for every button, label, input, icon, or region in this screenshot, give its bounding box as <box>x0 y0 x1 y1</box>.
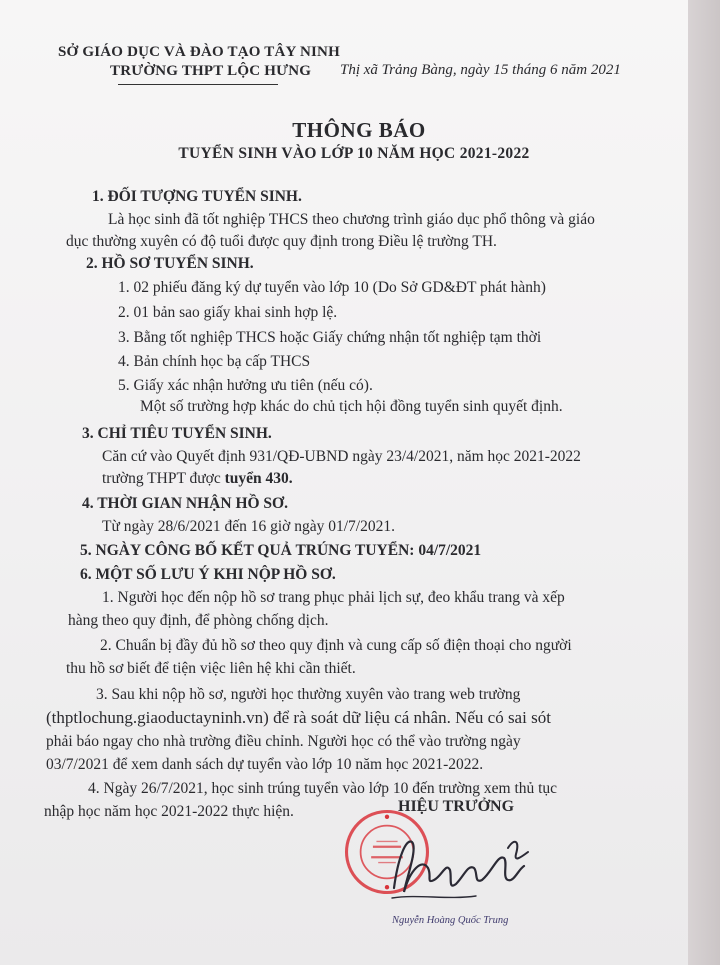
section-6-p3-line-4: 03/7/2021 để xem danh sách dự tuyển vào lớp 10 năm học 2021-2022. <box>46 756 484 773</box>
section-3-heading: 3. CHỈ TIÊU TUYỂN SINH. <box>82 425 272 442</box>
org-line-2: TRƯỜNG THPT LỘC HƯNG <box>110 63 312 79</box>
section-4-heading: 4. THỜI GIAN NHẬN HỒ SƠ. <box>82 495 288 512</box>
section-2-item-1: 1. 02 phiếu đăng ký dự tuyển vào lớp 10 (Do Sở GD&ĐT phát hành) <box>118 279 546 296</box>
section-3-quota: tuyển 430. <box>224 470 293 487</box>
section-3-line-2-text: trường THPT được <box>102 470 225 487</box>
section-6-p3-line-2: (thptlochung.giaoductayninh.vn) để rà soát dữ liệu cá nhân. Nếu có sai sót <box>46 708 551 727</box>
notice-subtitle: TUYỂN SINH VÀO LỚP 10 NĂM HỌC 2021-2022 <box>178 145 530 162</box>
section-6-p2-line-2: thu hồ sơ biết để tiện việc liên hệ khi cần thiết. <box>66 660 356 677</box>
section-6-p2-line-1: 2. Chuẩn bị đầy đủ hồ sơ theo quy định và cung cấp số điện thoại cho người <box>100 637 572 654</box>
signer-title: HIỆU TRƯỞNG <box>398 798 515 815</box>
section-2-item-5: 5. Giấy xác nhận hưởng ưu tiên (nếu có). <box>118 377 373 394</box>
org-underline <box>118 84 278 85</box>
section-5-heading: 5. NGÀY CÔNG BỐ KẾT QUẢ TRÚNG TUYỂN: 04/7/2021 <box>80 542 482 559</box>
page-edge-shadow <box>688 0 720 965</box>
org-line-1: SỞ GIÁO DỤC VÀ ĐÀO TẠO TÂY NINH <box>58 44 340 60</box>
section-1-line-2: dục thường xuyên có độ tuổi được quy định trong Điều lệ trường TH. <box>66 233 497 250</box>
section-6-p1-line-2: hàng theo quy định, để phòng chống dịch. <box>68 612 329 629</box>
section-2-note: Một số trường hợp khác do chủ tịch hội đồng tuyển sinh quyết định. <box>140 398 563 415</box>
section-2-item-4: 4. Bản chính học bạ cấp THCS <box>118 353 311 370</box>
section-6-p3-line-3: phải báo ngay cho nhà trường điều chỉnh. Người học có thể vào trường ngày <box>46 733 521 750</box>
principal-signature-icon <box>388 818 548 908</box>
principal-name: Nguyễn Hoàng Quốc Trung <box>392 915 509 926</box>
dateline: Thị xã Trảng Bàng, ngày 15 tháng 6 năm 2021 <box>340 62 621 78</box>
section-6-p1-line-1: 1. Người học đến nộp hồ sơ trang phục phải lịch sự, đeo khẩu trang và xếp <box>102 589 565 606</box>
section-6-p4-line-1: 4. Ngày 26/7/2021, học sinh trúng tuyển vào lớp 10 đến trường xem thủ tục <box>88 780 558 797</box>
section-1-line-1: Là học sinh đã tốt nghiệp THCS theo chương trình giáo dục phổ thông và giáo <box>108 211 595 228</box>
section-3-line-1: Căn cứ vào Quyết định 931/QĐ-UBND ngày 23/4/2021, năm học 2021-2022 <box>102 448 581 465</box>
section-2-heading: 2. HỒ SƠ TUYỂN SINH. <box>86 255 254 272</box>
section-1-heading: 1. ĐỐI TƯỢNG TUYỂN SINH. <box>92 188 302 205</box>
section-6-p4-line-2: nhập học năm học 2021-2022 thực hiện. <box>44 803 294 820</box>
section-3-line-2 <box>102 470 293 488</box>
section-4-line-1: Từ ngày 28/6/2021 đến 16 giờ ngày 01/7/2021. <box>102 518 395 535</box>
section-6-p3-line-1: 3. Sau khi nộp hồ sơ, người học thường xuyên vào trang web trường <box>96 686 521 703</box>
section-2-item-2: 2. 01 bản sao giấy khai sinh hợp lệ. <box>118 304 338 321</box>
section-2-item-3: 3. Bằng tốt nghiệp THCS hoặc Giấy chứng nhận tốt nghiệp tạm thời <box>118 329 542 346</box>
notice-title: THÔNG BÁO <box>292 118 426 142</box>
section-6-heading: 6. MỘT SỐ LƯU Ý KHI NỘP HỒ SƠ. <box>80 566 336 583</box>
